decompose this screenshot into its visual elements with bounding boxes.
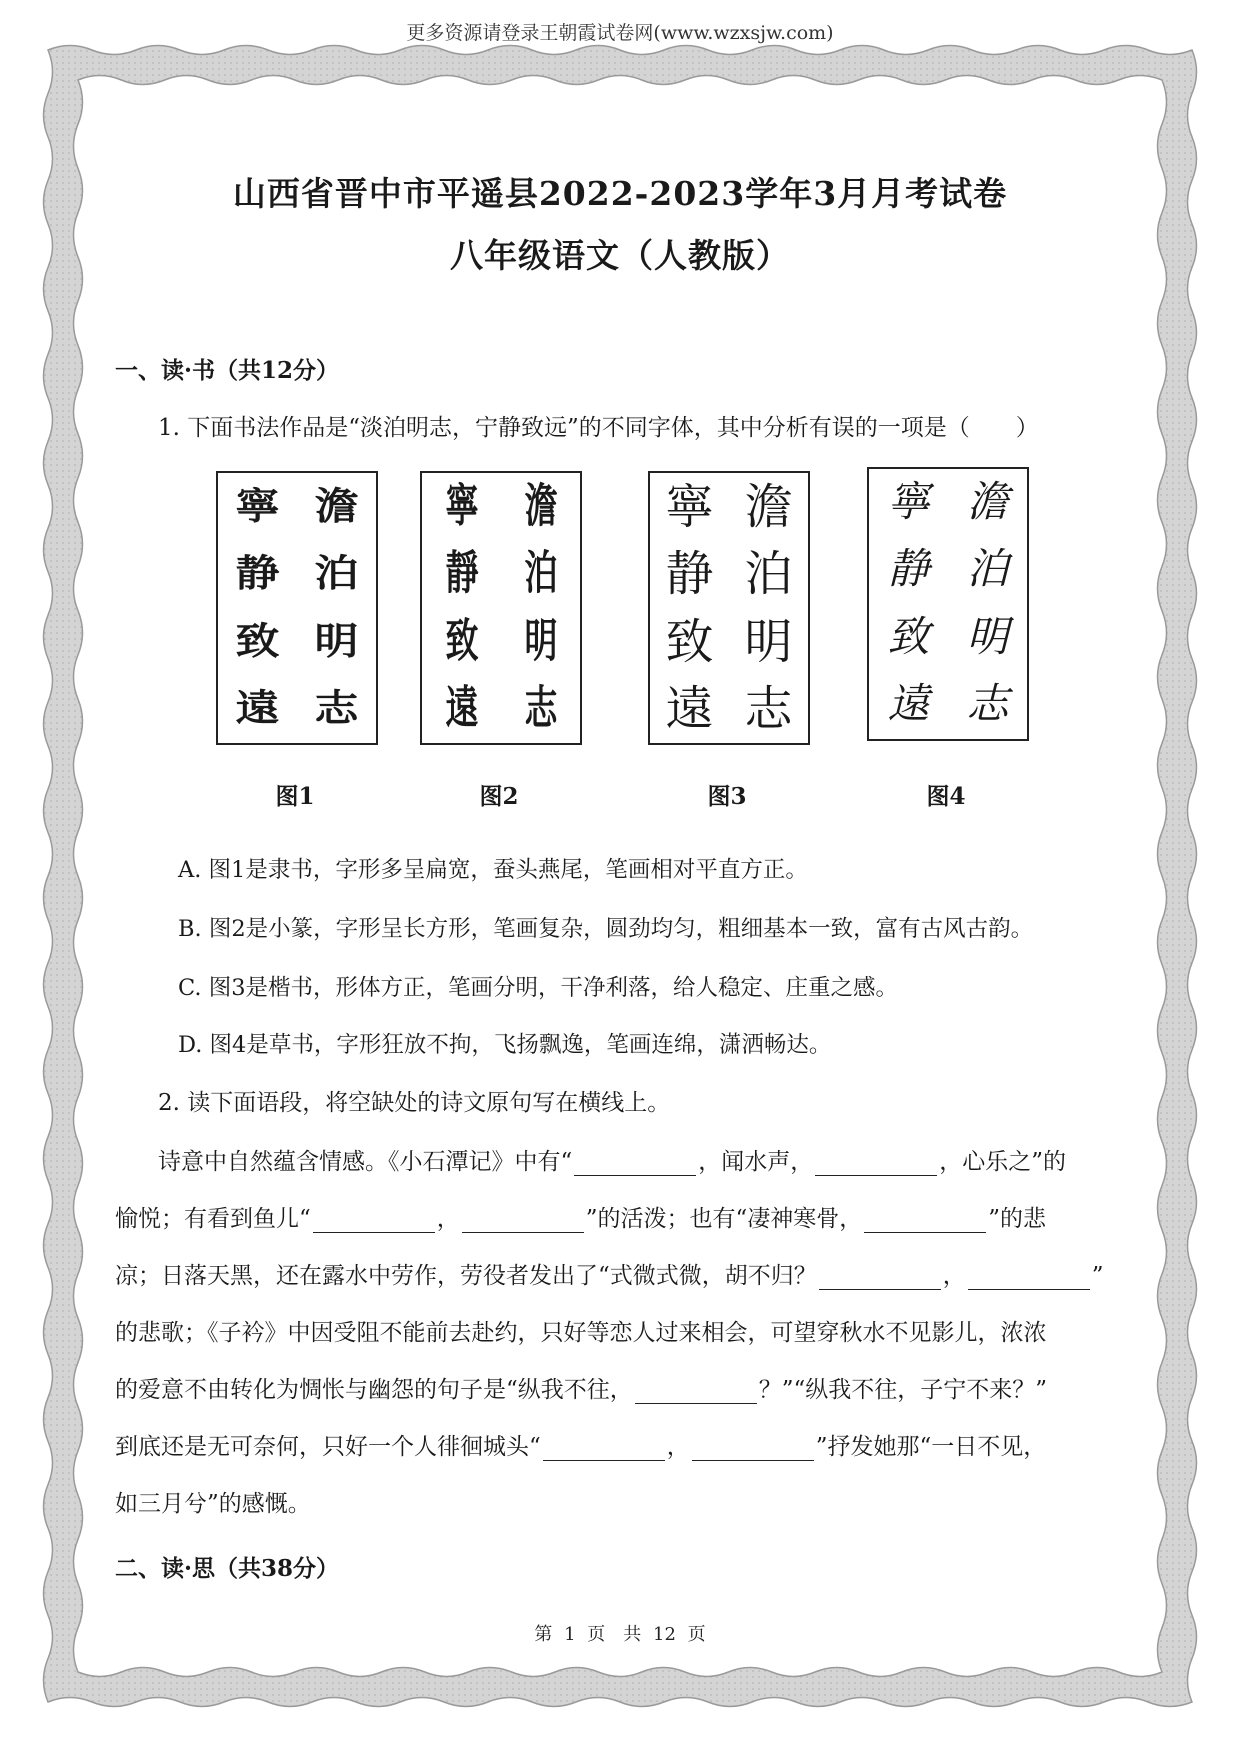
passage-line [115, 1371, 1047, 1404]
figure-label-1: 图1 [275, 783, 315, 810]
calligraphy-character: 遠 [445, 681, 478, 736]
answer-blank[interactable] [692, 1435, 814, 1461]
answer-blank[interactable] [574, 1150, 696, 1176]
calligraphy-character: 遠 [665, 681, 714, 738]
exam-title: 山西省晋中市平遥县2022-2023学年3月月考试卷 [232, 174, 1008, 213]
passage-line [115, 1257, 1104, 1290]
calligraphy-character: 明 [744, 613, 793, 670]
passage-text: ，心乐之”的 [939, 1149, 1067, 1175]
calligraphy-column-right [501, 473, 580, 743]
passage-text: ？”“纵我不往，子宁不来？” [758, 1377, 1048, 1403]
calligraphy-character: 寧 [887, 479, 930, 526]
calligraphy-character: 澹 [744, 478, 793, 535]
calligraphy-character: 泊 [314, 552, 359, 596]
calligraphy-character: 致 [445, 614, 478, 668]
section-1-heading: 一、读·书（共12分） [115, 357, 340, 384]
passage-line [115, 1200, 1046, 1233]
calligraphy-figure-4 [867, 467, 1029, 741]
answer-blank[interactable] [543, 1435, 665, 1461]
calligraphy-column-left [218, 473, 297, 743]
calligraphy-character: 明 [524, 614, 557, 668]
calligraphy-character: 泊 [966, 547, 1009, 594]
answer-blank[interactable] [968, 1264, 1090, 1290]
section-2-heading: 二、读·思（共38分） [115, 1555, 340, 1582]
calligraphy-character: 寧 [665, 478, 714, 535]
calligraphy-figure-1 [216, 471, 378, 745]
question-1-stem: 1. 下面书法作品是“淡泊明志，宁静致远”的不同字体，其中分析有误的一项是（ ） [158, 415, 1039, 441]
calligraphy-figure-2 [420, 471, 582, 745]
calligraphy-character: 寧 [445, 479, 478, 533]
calligraphy-character: 静 [665, 546, 714, 603]
calligraphy-character: 泊 [744, 546, 793, 603]
answer-blank[interactable] [635, 1378, 757, 1404]
calligraphy-character: 澹 [966, 479, 1009, 526]
calligraphy-character: 澹 [524, 479, 557, 533]
figure-label-2: 图2 [479, 783, 519, 810]
passage-text: ”的活泼；也有“凄神寒骨， [585, 1206, 863, 1232]
option-d: D. 图4是草书，字形狂放不拘，飞扬飘逸，笔画连绵，潇洒畅达。 [178, 1032, 832, 1058]
calligraphy-column-left [650, 473, 729, 743]
calligraphy-character: 澹 [314, 484, 359, 528]
calligraphy-character: 静 [235, 552, 280, 596]
calligraphy-character: 明 [314, 619, 359, 663]
page-number: 第 1 页 共 12 页 [534, 1624, 706, 1645]
passage-text: ” [1091, 1263, 1104, 1289]
calligraphy-column-left [869, 469, 948, 739]
calligraphy-character: 遠 [887, 682, 930, 729]
answer-blank[interactable] [819, 1264, 941, 1290]
answer-blank[interactable] [815, 1150, 937, 1176]
passage-line [115, 1485, 311, 1518]
calligraphy-character: 靜 [445, 546, 478, 601]
passage-text: 凉；日落天黑，还在露水中劳作，劳役者发出了“式微式微，胡不归？ [115, 1263, 817, 1289]
passage-text: 如三月兮”的感慨。 [115, 1491, 311, 1517]
option-b: B. 图2是小篆，字形呈长方形，笔画复杂，圆劲均匀，粗细基本一致，富有古风古韵。 [178, 916, 1034, 942]
calligraphy-character: 明 [966, 614, 1009, 661]
calligraphy-character: 致 [887, 614, 930, 661]
calligraphy-column-right [297, 473, 376, 743]
passage-text: 的爱意不由转化为惆怅与幽怨的句子是“纵我不往， [115, 1377, 633, 1403]
calligraphy-column-left [422, 473, 501, 743]
passage-text: 愉悦；有看到鱼儿“ [115, 1206, 311, 1232]
calligraphy-character: 静 [887, 547, 930, 594]
calligraphy-character: 志 [966, 682, 1009, 729]
passage-text: ， [436, 1206, 460, 1232]
calligraphy-character: 寧 [235, 484, 280, 528]
passage-text: ， [666, 1434, 690, 1460]
option-a: A. 图1是隶书，字形多呈扁宽，蚕头燕尾，笔画相对平直方正。 [178, 857, 808, 883]
question-2-stem: 2. 读下面语段，将空缺处的诗文原句写在横线上。 [158, 1090, 671, 1116]
passage-line [158, 1143, 1066, 1176]
passage-line [115, 1314, 1047, 1347]
calligraphy-character: 泊 [524, 546, 557, 601]
calligraphy-character: 致 [665, 613, 714, 670]
passage-text: 的悲歌；《子衿》中因受阻不能前去赴约，只好等恋人过来相会，可望穿秋水不见影儿，浓浓 [115, 1320, 1047, 1346]
option-c: C. 图3是楷书，形体方正，笔画分明，干净利落，给人稳定、庄重之感。 [178, 975, 899, 1001]
calligraphy-character: 志 [314, 687, 359, 731]
figure-label-3: 图3 [707, 783, 747, 810]
exam-subtitle: 八年级语文（人教版） [450, 236, 790, 275]
resource-note: 更多资源请登录王朝霞试卷网(www.wzxsjw.com) [406, 22, 834, 44]
passage-text: ，闻水声， [698, 1149, 814, 1175]
answer-blank[interactable] [313, 1207, 435, 1233]
passage-text: ”的悲 [988, 1206, 1047, 1232]
answer-blank[interactable] [462, 1207, 584, 1233]
answer-blank[interactable] [864, 1207, 986, 1233]
passage-line [115, 1428, 1046, 1461]
calligraphy-figure-3 [648, 471, 810, 745]
calligraphy-column-right [948, 469, 1027, 739]
calligraphy-character: 志 [744, 681, 793, 738]
passage-text: 诗意中自然蕴含情感。《小石潭记》中有“ [158, 1149, 573, 1175]
figure-label-4: 图4 [926, 783, 966, 810]
passage-text: ”抒发她那“一日不见， [815, 1434, 1047, 1460]
calligraphy-column-right [729, 473, 808, 743]
calligraphy-character: 致 [235, 619, 280, 663]
calligraphy-character: 遠 [235, 687, 280, 731]
passage-text: 到底还是无可奈何，只好一个人徘徊城头“ [115, 1434, 541, 1460]
calligraphy-character: 志 [524, 681, 557, 736]
passage-text: ， [942, 1263, 966, 1289]
